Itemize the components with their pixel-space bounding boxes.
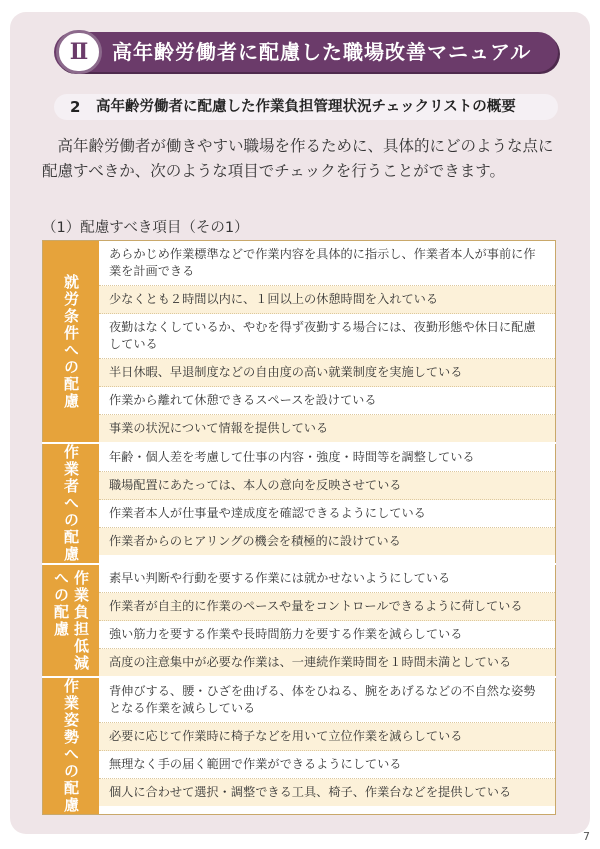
subtitle-number: 2 bbox=[70, 98, 81, 116]
category-cell bbox=[42, 678, 99, 814]
checklist-item: 個人に合わせて選択・調整できる工具、椅子、作業台などを提供している bbox=[99, 779, 555, 806]
item-list bbox=[99, 241, 556, 442]
section-heading: （1）配慮すべき項目（その1） bbox=[42, 220, 249, 236]
section-number-badge: Ⅱ bbox=[56, 30, 102, 74]
category-cell bbox=[42, 444, 99, 563]
checklist-item: 無理なく手の届く範囲で作業ができるようにしている bbox=[99, 751, 555, 779]
checklist-item: 年齢・個人差を考慮して仕事の内容・強度・時間等を調整している bbox=[99, 444, 555, 472]
subtitle-text: 高年齢労働者に配慮した作業負担管理状況チェックリストの概要 bbox=[96, 99, 516, 115]
page-number: 7 bbox=[583, 830, 590, 843]
checklist-group bbox=[42, 565, 556, 678]
checklist-item: 職場配置にあたっては、本人の意向を反映させている bbox=[99, 472, 555, 500]
checklist-table bbox=[42, 240, 556, 815]
checklist-item: 作業者本人が仕事量や達成度を確認できるようにしている bbox=[99, 500, 555, 528]
category-label: 作業姿勢への配慮 bbox=[62, 678, 80, 814]
checklist-item: 作業から離れて休憩できるスペースを設けている bbox=[99, 387, 555, 415]
checklist-group bbox=[42, 241, 556, 444]
checklist-item: あらかじめ作業標準などで作業内容を具体的に指示し、作業者本人が事前に作業を計画できる bbox=[99, 241, 555, 286]
intro-paragraph: 高年齢労働者が働きやすい職場を作るために、具体的にどのような点に配慮すべきか、次のような項目でチェックを行うことができます。 bbox=[42, 137, 554, 180]
checklist-item: 必要に応じて作業時に椅子などを用いて立位作業を減らしている bbox=[99, 723, 555, 751]
item-list bbox=[99, 678, 556, 814]
checklist-item: 作業者からのヒアリングの機会を積極的に設けている bbox=[99, 528, 555, 555]
checklist-item: 強い筋力を要する作業や長時間筋力を要する作業を減らしている bbox=[99, 621, 555, 649]
checklist-item: 素早い判断や行動を要する作業には就かせないようにしている bbox=[99, 565, 555, 593]
checklist-group bbox=[42, 678, 556, 814]
checklist-item: 半日休暇、早退制度などの自由度の高い就業制度を実施している bbox=[99, 359, 555, 387]
checklist-item: 事業の状況について情報を提供している bbox=[99, 415, 555, 442]
checklist-item: 作業者が自主的に作業のペースや量をコントロールできるように荷している bbox=[99, 593, 555, 621]
item-list bbox=[99, 444, 556, 563]
checklist-item: 高度の注意集中が必要な作業は、一連続作業時間を１時間未満としている bbox=[99, 649, 555, 676]
page-title: 高年齢労働者に配慮した職場改善マニュアル bbox=[112, 40, 532, 64]
checklist-group bbox=[42, 444, 556, 565]
category-label: 作業者への配慮 bbox=[62, 444, 80, 563]
checklist-item: 夜勤はなくしているか、やむを得ず夜勤する場合には、夜勤形態や休日に配慮している bbox=[99, 314, 555, 359]
category-cell bbox=[42, 241, 99, 442]
checklist-item: 少なくとも２時間以内に、１回以上の休憩時間を入れている bbox=[99, 286, 555, 314]
category-label: 作業負担低減 への配慮 bbox=[52, 569, 90, 672]
item-list bbox=[99, 565, 556, 676]
checklist-item: 背伸びする、腰・ひざを曲げる、体をひねる、腕をあげるなどの不自然な姿勢となる作業を減らしている bbox=[99, 678, 555, 723]
category-label: 就労条件への配慮 bbox=[62, 273, 80, 410]
category-cell bbox=[42, 565, 99, 676]
